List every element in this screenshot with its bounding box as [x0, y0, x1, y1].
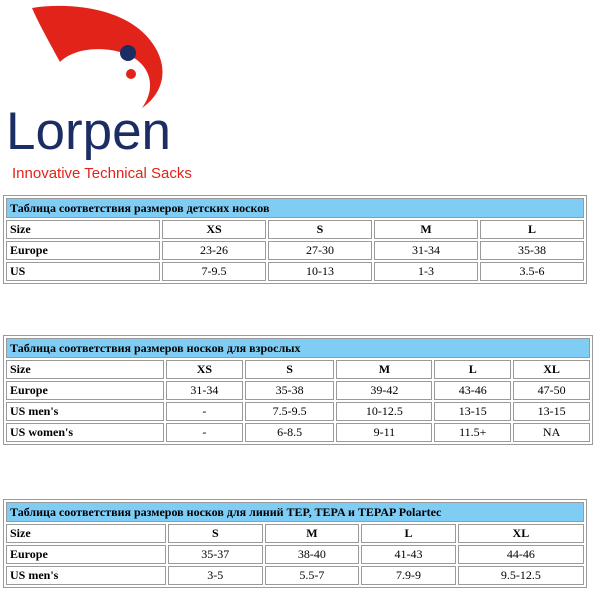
table-cell: 11.5+ [434, 423, 511, 442]
table-cell: NA [513, 423, 590, 442]
table-cell: 3-5 [168, 566, 263, 585]
header-cell: Size [6, 360, 164, 379]
table-row [6, 423, 590, 442]
table-cell: 7.5-9.5 [245, 402, 335, 421]
adult-size-table [3, 335, 593, 445]
table-cell: 7.9-9 [361, 566, 456, 585]
table-cell: 6-8.5 [245, 423, 335, 442]
table-cell: 44-46 [458, 545, 584, 564]
table-cell: 27-30 [268, 241, 372, 260]
table-row [6, 545, 584, 564]
table-row [6, 241, 584, 260]
table-cell: 10-13 [268, 262, 372, 281]
header-cell: S [268, 220, 372, 239]
table-row [6, 262, 584, 281]
table-cell: 5.5-7 [265, 566, 360, 585]
table-cell: 9-11 [336, 423, 432, 442]
header-cell: L [480, 220, 584, 239]
table-cell: 47-50 [513, 381, 590, 400]
table-cell: 13-15 [434, 402, 511, 421]
header-cell: S [245, 360, 335, 379]
table-cell: 10-12.5 [336, 402, 432, 421]
table-caption: Таблица соответствия размеров детских носков [6, 198, 584, 218]
table-cell: 39-42 [336, 381, 432, 400]
header-cell: M [374, 220, 478, 239]
row-label: US [6, 262, 160, 281]
table-row [6, 566, 584, 585]
table-cell: 35-38 [245, 381, 335, 400]
table-header-row [6, 360, 590, 379]
row-label: Europe [6, 381, 164, 400]
table-cell: 3.5-6 [480, 262, 584, 281]
header-cell: L [434, 360, 511, 379]
header-cell: Size [6, 524, 166, 543]
brand-logo [0, 0, 230, 190]
row-label: US women's [6, 423, 164, 442]
table-cell: 41-43 [361, 545, 456, 564]
header-cell: XS [166, 360, 243, 379]
table-cell: 23-26 [162, 241, 266, 260]
table-cell: 31-34 [374, 241, 478, 260]
row-label: Europe [6, 545, 166, 564]
brand-name: Lorpen [6, 102, 172, 161]
header-cell: XL [458, 524, 584, 543]
header-cell: XL [513, 360, 590, 379]
header-cell: XS [162, 220, 266, 239]
kids-size-table [3, 195, 587, 284]
table-cell: 43-46 [434, 381, 511, 400]
table-cell: 13-15 [513, 402, 590, 421]
header-cell: L [361, 524, 456, 543]
header-cell: S [168, 524, 263, 543]
table-cell: 7-9.5 [162, 262, 266, 281]
table-cell: 9.5-12.5 [458, 566, 584, 585]
polartec-size-table [3, 499, 587, 588]
header-cell: Size [6, 220, 160, 239]
table-caption: Таблица соответствия размеров носков для линий TEP, TEPA и TEPAP Polartec [6, 502, 584, 522]
table-cell: - [166, 402, 243, 421]
header-cell: M [336, 360, 432, 379]
table-row [6, 381, 590, 400]
row-label: Europe [6, 241, 160, 260]
table-cell: 35-37 [168, 545, 263, 564]
table-cell: - [166, 423, 243, 442]
brand-tagline: Innovative Technical Sacks [12, 165, 192, 182]
row-label: US men's [6, 566, 166, 585]
table-cell: 1-3 [374, 262, 478, 281]
table-cell: 35-38 [480, 241, 584, 260]
table-cell: 31-34 [166, 381, 243, 400]
table-row [6, 402, 590, 421]
table-caption: Таблица соответствия размеров носков для взрослых [6, 338, 590, 358]
row-label: US men's [6, 402, 164, 421]
table-header-row [6, 524, 584, 543]
table-cell: 38-40 [265, 545, 360, 564]
header-cell: M [265, 524, 360, 543]
table-header-row [6, 220, 584, 239]
